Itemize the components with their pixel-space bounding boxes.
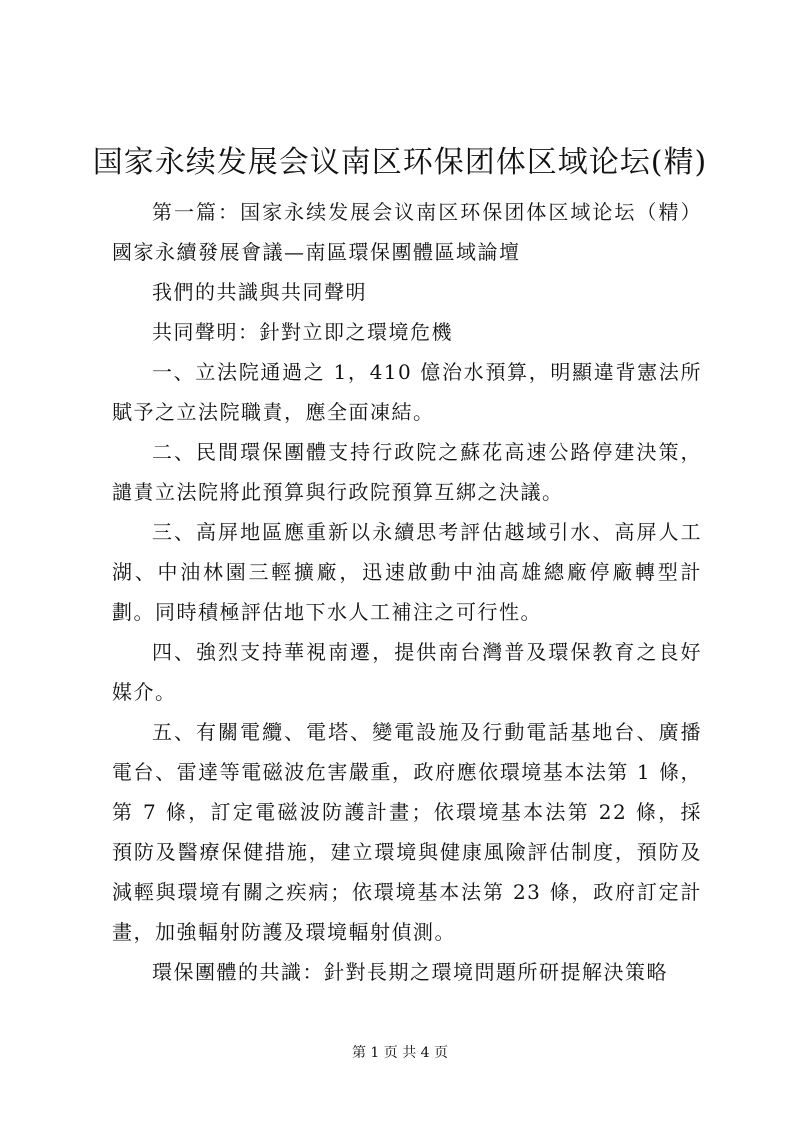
paragraph-item-4: 四、強烈支持華視南遷，提供南台灣普及環保教育之良好媒介。: [112, 640, 702, 704]
paragraph-item-3: 三、高屏地區應重新以永續思考評估越域引水、高屏人工湖、中油林園三輕擴廠，迅速啟動中油高雄總廠停廠轉型計劃。同時積極評估地下水人工補注之可行性。: [112, 520, 702, 624]
page-number-footer: 第 1 页 共 4 页: [351, 1045, 449, 1061]
document-title: 国家永续发展会议南区环保团体区域论坛(精): [92, 145, 708, 180]
paragraph-item-1: 一、立法院通過之 1，410 億治水預算，明顯違背憲法所賦予之立法院職責，應全面凍結。: [112, 360, 702, 424]
paragraph-joint-statement-heading: 共同聲明：針對立即之環境危機: [152, 320, 453, 344]
paragraph-item-5: 五、有關電纜、電塔、變電設施及行動電話基地台、廣播電台、雷達等電磁波危害嚴重，政府應依環境基本法第 1 條，第 7 條，訂定電磁波防護計畫；依環境基本法第 22 條，採預防及醫療保健措施，建立環境與健康風險評估制度，預防及減輕與環境有關之疾病；依環境基本法第 23 條，政府訂定計畫，加強輻射防護及環境輻射偵測。: [112, 720, 702, 944]
paragraph-item-2: 二、民間環保團體支持行政院之蘇花高速公路停建決策，譴責立法院將此預算與行政院預算互綁之決議。: [112, 440, 702, 504]
paragraph-consensus-heading: 我們的共識與共同聲明: [152, 280, 367, 304]
document-body: [112, 192, 702, 992]
paragraph-intro: 第一篇：国家永续发展会议南区环保团体区域论坛（精）國家永續發展會議—南區環保團體區域論壇: [112, 200, 702, 264]
paragraph-strategy-heading: 環保團體的共識：針對長期之環境問題所研提解決策略: [152, 960, 668, 984]
